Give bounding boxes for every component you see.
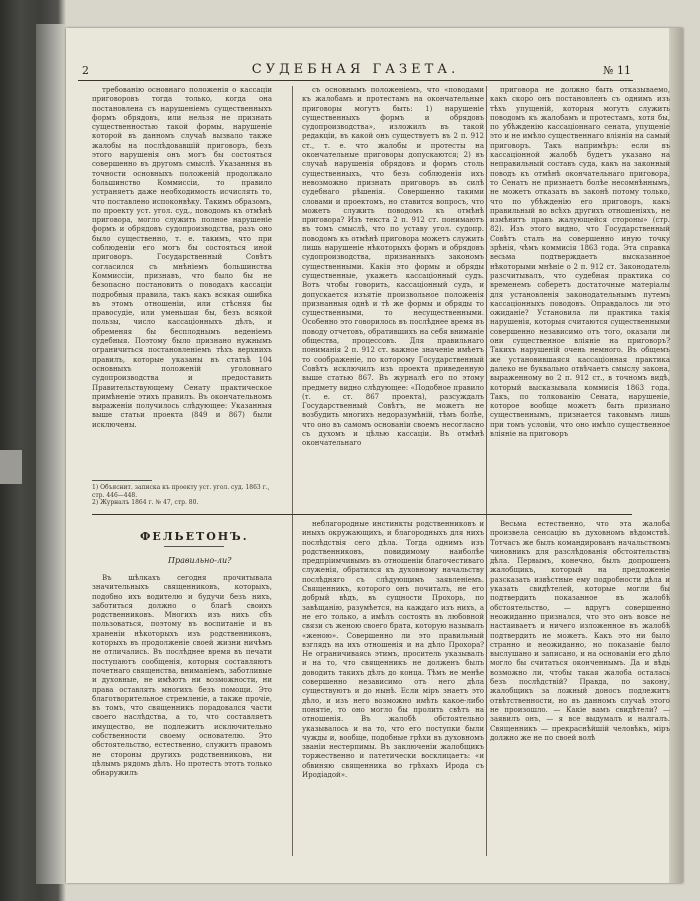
article-column-1 — [92, 86, 272, 481]
article-text: требованію основнаго положенія о кассаціи приговоровъ тогда только, когда она постановлена съ нарушеніемъ существенныхъ формъ обрядовъ, или нельзя не признать существенностью такой формы, нарушеніе которой въ данномъ случаѣ вызвало также жалобы на послѣдовавшій приговоръ, безъ этого нарушенія онъ могъ бы состояться совершенно въ другомъ смыслѣ. Указанныя въ точности основныхъ положеній продолжало большинство Коммиссіи, то правило устраняетъ даже необходимость исчислять то, что поставлено испоконвѣку. Такимъ образомъ, по проекту уст. угол. суд., поводомъ къ отмѣнѣ приговора, могло служить полное нарушеніе формъ и обрядовъ судопроизводства, разъ оно было существенно, т. е. такимъ, что при соблюденіи его могъ бы состояться иной приговоръ. Государственный Совѣтъ согласился съ мнѣніемъ большинства Коммиссіи, признавъ, что было бы не безопасно постановить о поводахъ кассаціи подробныя правила, такъ какъ всякая ошибка въ этомъ отношеніи, или стѣсняя бы правосудіе, или уменьшая бы, безъ всякой пользы, число кассаціонныхъ дѣлъ, и обременяя бы бесплоднымъ веденіемъ судебныя. Поэтому было признано нужнымъ ограничиться постановленіемъ тѣхъ верхнихъ правилъ, которые указаны въ статьѣ 104 основныхъ положеній уголовнаго судопроизводства и предоставить Правительствующему Сенату практическое примѣненіе этихъ правилъ. Въ окончательномъ выраженіи получилось слѣдующее: Указанныя выше статьи проекта (849 и 867) были исключены. — [92, 86, 272, 429]
book-spine — [36, 24, 66, 884]
feuilleton-heading: ФЕЛЬЕТОНЪ. — [140, 530, 249, 543]
page-number: 2 — [82, 64, 89, 77]
page-edge — [669, 28, 683, 883]
heading-rule — [164, 546, 224, 547]
feuilleton-subtitle: Правильно-ли? — [168, 556, 232, 565]
newspaper-title: СУДЕБНАЯ ГАЗЕТА. — [251, 62, 460, 77]
footnote: 1) Объяснит. записка къ проекту уст. угол. суд. 1863 г., стр. 446—448. — [92, 484, 270, 499]
feuilleton-column-3 — [490, 520, 670, 856]
page-tab — [0, 450, 22, 484]
article-text: съ основнымъ положеніемъ, что «поводами къ жалобамъ и протестамъ на окончательные приговоры могутъ быть: 1) нарушеніе существенныхъ формъ и обрядовъ судопроизводства», изложилъ въ такой редакціи, въ какой онъ существуетъ въ 2 п. 912 ст., т. е. что жалобы и протесты на окончательные приговоры допускаются; 2) въ случаѣ нарушенія обрядовъ и формъ столь существенныхъ, что безъ соблюденія ихъ невозможно признать приговоръ въ силѣ судебнаго рѣшенія. Совершенно такими словами и проектомъ, но ставится вопросъ, что можетъ служить поводомъ къ отмѣнѣ приговора? Изъ текста 2 п. 912 ст. понимаютъ въ томъ смыслѣ, что по уставу угол. судопр. поводомъ къ отмѣнѣ приговора можетъ служить лишь нарушеніе нѣкоторыхъ формъ и обрядовъ судопроизводства, признанныхъ закономъ существенными. Какія это формы и обряды существенные, укажетъ кассаціонный судъ. Вотъ чтобы говорить, кассаціонный судъ, и допускается изъятіе произвольное положенія признанныя однѣ и тѣ же формы и обряды то существенными, то несущественными. Особенно это говорилось въ послѣднее время въ поводу отчетовъ, обратившихъ на себя вниманіе общества, процессовъ. Для правильнаго пониманія 2 п. 912 ст. важное значеніе имѣетъ то соображеніе, по которому Государственный Совѣтъ исключилъ изъ проекта приведенную выше статью 867. Въ журналѣ его по этому предмету видно слѣдующее: «Подобное правило (т. е. ст. 867 проекта), разсуждалъ Государственный Совѣтъ, не можетъ не возбудить многихъ недоразумѣній, тѣмъ болѣе, что оно въ самомъ основаніи своемъ несогласно съ духомъ и цѣлью кассаціи. Въ отмѣнѣ окончательнаго — [302, 86, 484, 448]
issue-number: № 11 — [603, 64, 631, 77]
footnote-rule — [92, 480, 152, 481]
column-rule-1 — [292, 86, 293, 856]
feuilleton-text: Въ шѣлкахъ сегодня прочитывала значительныхъ священниковъ, которыхъ, подобно ихъ водителю и будучи безъ нихъ, заботиться должно о благѣ своихъ родственниковъ. Многихъ изъ нихъ сбъ пользоваться, поэтому въ воспитаніе и въ храненіи нѣкоторыхъ изъ родственниковъ, которыхъ въ продолженіе своей жизни ничѣмъ не отличались. Въ послѣднее время въ печати поступаютъ сообщенія, которыя составляютъ почетнаго священства, вниманіемъ, заботливые и духовные, не имѣютъ ни возможности, ни права оставлять многихъ безъ помощи. Это благотворительное стремленіе, а также прочіе, въ томъ, что священникъ порадовался части своего наслѣдства, а то, что составляетъ имущество, не подлежитъ исключительно собственности своему основателю. Это обстоятельство, естественно, служитъ правомъ не стороны другихъ родственниковъ, ни цѣлымъ рядомъ дѣлъ. Но протестъ этотъ только обнаружилъ — [92, 574, 272, 778]
footnotes — [92, 484, 272, 507]
page-header — [78, 62, 633, 81]
feuilleton-column-2 — [302, 520, 484, 856]
column-rule-2 — [486, 86, 487, 856]
feuilleton-column-1 — [92, 574, 272, 856]
feuilleton-text: неблагородные инстинкты родственниковъ и иныхъ окружающихъ, и благородныхъ для нихъ послѣдствія сего дѣла. Тогда однимъ изъ родственниковъ, повидимому наиболѣе предпріимчивымъ въ отношеніи благочестиваго служенія, обратился къ духовному начальству послѣдняго съ слѣдующимъ заявленіемъ. Священникъ, которого онъ почиталъ, не его добрый вѣдъ, въ сущности Прохорь, по завѣщанію, разумѣется, на каждаго изъ нихъ, а не его только, а имѣлъ состоять въ любовной связи съ женою своего брата, которую называлъ «женою». Совершенно ли это правильный взглядъ на ихъ отношенія и на дѣло Прохора? Не ограничиваясь этимъ, проситель указывалъ и на то, что священникъ не долженъ былъ доводить такихъ дѣлъ до конца. Тѣмъ не менѣе совершенно независимо отъ него дѣла существуютъ и до нынѣ. Если міръ знаетъ это дѣло, и изъ него возможно имѣть какое-либо понятіе, то оно могло бы пролить свѣтъ на отношенія. Въ жалобѣ обстоятельно указывалось и на то, что его поступки были чужды и, вообще, подобные грѣхи въ духовномъ званіи нестерпимы. Въ заключеніи жалобщикъ торжественно и патетически восклицаетъ: «и обвиняю священника во грѣхахъ Ирода съ Иродіадой». — [302, 520, 484, 780]
article-text: приговора не должно быть отказываемо, какъ скоро онъ постановленъ съ однимъ изъ тѣхъ упущеній, которыя могутъ служить поводомъ къ жалобамъ и протестамъ, хотя бы, по убѣжденію кассаціоннаго сената, упущеніе это и не имѣло существеннаго вліянія на самый приговоръ. Такъ напримѣръ: если въ кассаціонной жалобѣ будетъ указано на неправильный составъ суда, какъ на законный поводъ къ отмѣнѣ окончательнаго приговора, то Сенатъ не признаетъ болѣе несомнѣннымъ, не можетъ отказать въ законѣ потому только, что по убѣжденію его приговоръ, какъ правильный во всѣхъ другихъ отношеніяхъ, не измѣнитъ правъ жалующейся стороны» (стр. 82). Изъ этого видно, что Государственный Совѣтъ сталъ на совершенно иную точку зрѣнія, чѣмъ коммисія 1863 года. Эта справка весьма подтверждаетъ высказанное нѣкоторыми мнѣніе о 2 п. 912 ст. Законодатель разсчитывалъ, что судебная практика со временемъ соберетъ достаточные матеріалы для установленія законодательнымъ путемъ кассаціонныхъ поводовъ. Оправдалось ли это ожиданіе? Установила ли практика такія нарушенія, которыя считаются существенными совершенно независимо отъ того, оказали ли они существенное вліяніе на приговоръ? Такихъ нарушеній очень немного. Въ общемъ же установившаяся кассаціонная практика далеко не буквально отвѣчаетъ смыслу закона, выраженному во 2 п. 912 ст., в точномъ видѣ, который высказывала коммисія 1863 года. Такъ, по толкованію Сената, нарушеніе, которое вообще можетъ быть признано существеннымъ, признается таковымъ лишь при томъ условіи, что оно имѣло существенное вліяніе на приговоръ — [490, 86, 670, 438]
footnote: 2) Журналъ 1864 г. № 47, стр. 80. — [92, 499, 199, 506]
feuilleton-text: Весьма естественно, что эта жалоба произвела сенсацію въ духовномъ вѣдомствѣ. Тотчасъ же былъ командированъ начальствомъ чиновникъ для разслѣдованія обстоятельствъ дѣла. Первымъ, конечно, былъ допрошенъ жалобщикъ, который на предложеніе разсказать извѣстные ему подробности дѣла и указать свидѣтелей, которые могли бы подтвердить показанное въ жалобѣ обстоятельство, — вдругъ совершенно неожиданно признался, что это онъ вовсе не настаиваетъ и ничего изложенное въ жалобѣ подтвердить не можетъ. Какъ это ни было странно и неожиданно, но показаніе было выслушано и записано, и на основаніи его дѣло могло бы считаться оконченнымъ. Да и вѣдь возможно ли, чтобы такая жалоба осталась безъ послѣдствій? Правда, по закону, жалобщикъ за ложный доносъ подлежитъ отвѣтственности, но въ данномъ случаѣ этого не произошло. — Какіе вамъ свидѣтели? — заявилъ онъ, — я все выдумалъ и налгалъ. Священникъ — прекраснѣйшій человѣкъ, міръ должно же не по своей волѣ — [490, 520, 670, 742]
section-divider — [92, 514, 632, 515]
article-column-2 — [302, 86, 484, 511]
article-column-3 — [490, 86, 670, 511]
